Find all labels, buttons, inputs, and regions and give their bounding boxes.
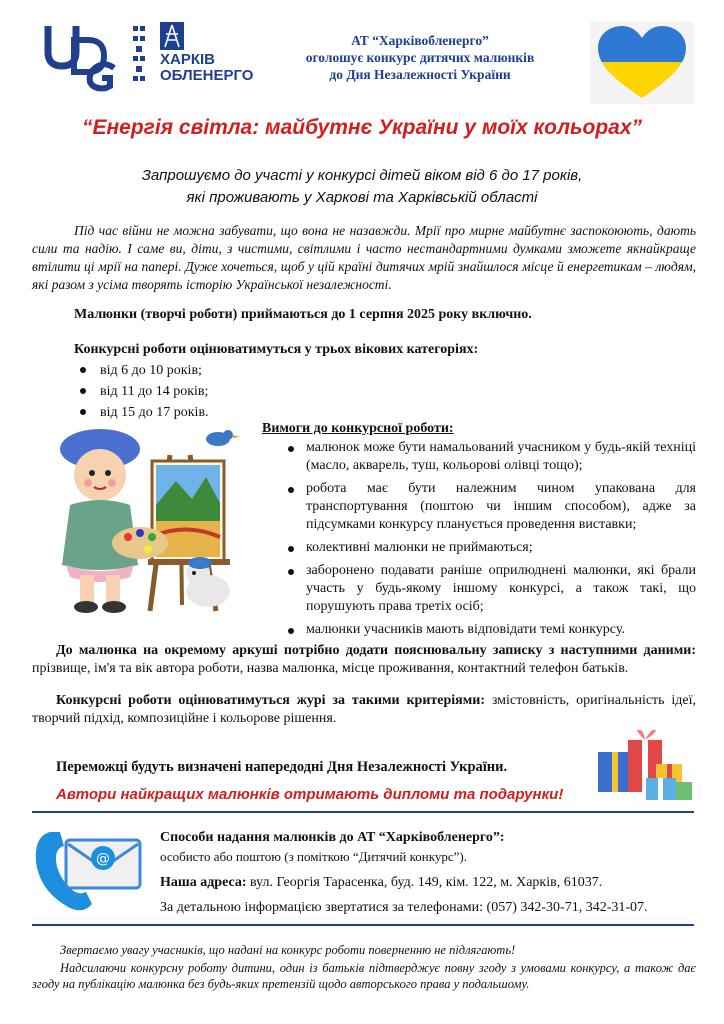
ukraine-heart-icon: [590, 22, 694, 104]
list-item: колективні малюнки не приймаються;: [282, 539, 696, 557]
attachment-note-bold: До малюнка на окремому аркуші потрібно додати пояснювальну записку з наступними даними:: [56, 643, 696, 658]
criteria-note-bold: Конкурсні роботи оцінюватимуться журі за такими критеріями:: [56, 693, 485, 708]
list-item: від 15 до 17 років.: [74, 402, 209, 423]
attachment-note: [32, 642, 696, 678]
announce-line1: АТ “Харківобленерго”: [351, 33, 489, 48]
child-icon: [60, 429, 140, 613]
divider: [32, 811, 694, 813]
udg-logo-icon: [44, 22, 120, 92]
return-note: Звертаємо увагу учасників, що надані на конкурс роботи поверненню не підлягають!: [60, 943, 516, 957]
header-announcement: [280, 32, 560, 83]
kharkivoblenergo-logo-icon: [160, 22, 184, 50]
categories-list: [74, 360, 209, 423]
invite-line2: які проживають у Харкові та Харківській області: [186, 189, 538, 206]
gifts-icon: [594, 730, 694, 802]
submission-methods: особисто або поштою (з поміткою “Дитячий конкурс”).: [160, 849, 467, 864]
list-item: заборонено подавати раніше оприлюднені малюнки, які брали участь у будь-якому іншому конкурсі, а також такі, що порушують права третіх осіб;: [282, 562, 696, 616]
org-logo-line2: ОБЛЕНЕРГО: [160, 67, 254, 84]
submission-heading: Способи надання малюнків до АТ “Харківобленерго”:: [160, 830, 505, 845]
phone-numbers: За детальною інформацією звертатися за телефонами: (057) 342-30-71, 342-31-07.: [160, 900, 648, 915]
svg-text:@: @: [96, 851, 110, 867]
list-item: від 11 до 14 років;: [74, 381, 209, 402]
address-value: вул. Георгія Тарасенка, буд. 149, кім. 122, м. Харків, 61037.: [246, 875, 603, 890]
list-item: малюнки учасників мають відповідати темі конкурсу.: [282, 621, 696, 639]
ornament-strip-icon: [131, 24, 147, 88]
announce-line2: оголошує конкурс дитячих малюнків: [305, 50, 535, 65]
palette-icon: [112, 527, 168, 559]
bird-icon: [206, 430, 240, 446]
org-logo-line1: ХАРКІВ: [160, 51, 215, 68]
consent-note: Надсилаючи конкурсну роботу дитини, один із батьків підтверджує повну згоду з умовами конкурсу, а також дає згоду на публікацію малюнка без будь-яких претензій щодо авторського права у подальшому.: [32, 961, 696, 991]
list-item: малюнок може бути намальований учасником у будь-якій техніці (масло, акварель, туш, кольорові олівці тощо);: [282, 439, 696, 475]
attachment-note-text: прізвище, ім'я та вік автора роботи, назва малюнка, місце проживання, контактний телефон батьків.: [32, 661, 629, 676]
address: [160, 875, 602, 891]
child-painting-illustration: [40, 425, 250, 621]
invitation: [60, 165, 664, 209]
divider: [32, 924, 694, 926]
intro-paragraph: Під час війни не можна забувати, що вона не назавжди. Мрії про мирне майбутнє заспокоюють, дають сили та надію. І саме ви, діти, з чистими, світлими і часто нестандартними думками зможете якнайкраще втілити ці мрії на папері. Дуже хочеться, щоб у цій країні дитячих мрій знайшлося місце й енергетикам – людям, які разом з усіма творять історію Української незалежності.: [32, 223, 696, 292]
categories-heading: Конкурсні роботи оцінюватимуться у трьох вікових категоріях:: [74, 342, 479, 357]
org-logo-text: [160, 52, 253, 84]
deadline-text: Малюнки (творчі роботи) приймаються до 1 серпня 2025 року включно.: [74, 307, 532, 322]
announce-line3: до Дня Незалежності України: [329, 67, 511, 82]
address-label: Наша адреса:: [160, 875, 247, 890]
requirements-heading: Вимоги до конкурсної роботи:: [262, 421, 454, 436]
criteria-note-text: змістовність, оригінальність ідеї, творчий підхід, композиційне і кольорове рішення.: [32, 693, 697, 726]
phone-mail-icon: [30, 822, 146, 914]
invite-line1: Запрошуємо до участі у конкурсі дітей віком від 6 до 17 років,: [141, 167, 583, 184]
prizes-text: Автори найкращих малюнків отримають дипломи та подарунки!: [56, 786, 564, 803]
contest-title: “Енергія світла: майбутнє України у моїх кольорах”: [81, 116, 643, 139]
list-item: від 6 до 10 років;: [74, 360, 209, 381]
requirements-list: [282, 439, 696, 644]
list-item: робота має бути належним чином упакована для транспортування (поштою чи іншим способом), адже за підсумками конкурсу планується проведення виставки;: [282, 480, 696, 534]
winners-text: Переможці будуть визначені напередодні Дня Незалежності України.: [56, 759, 508, 775]
criteria-note: [32, 692, 696, 728]
